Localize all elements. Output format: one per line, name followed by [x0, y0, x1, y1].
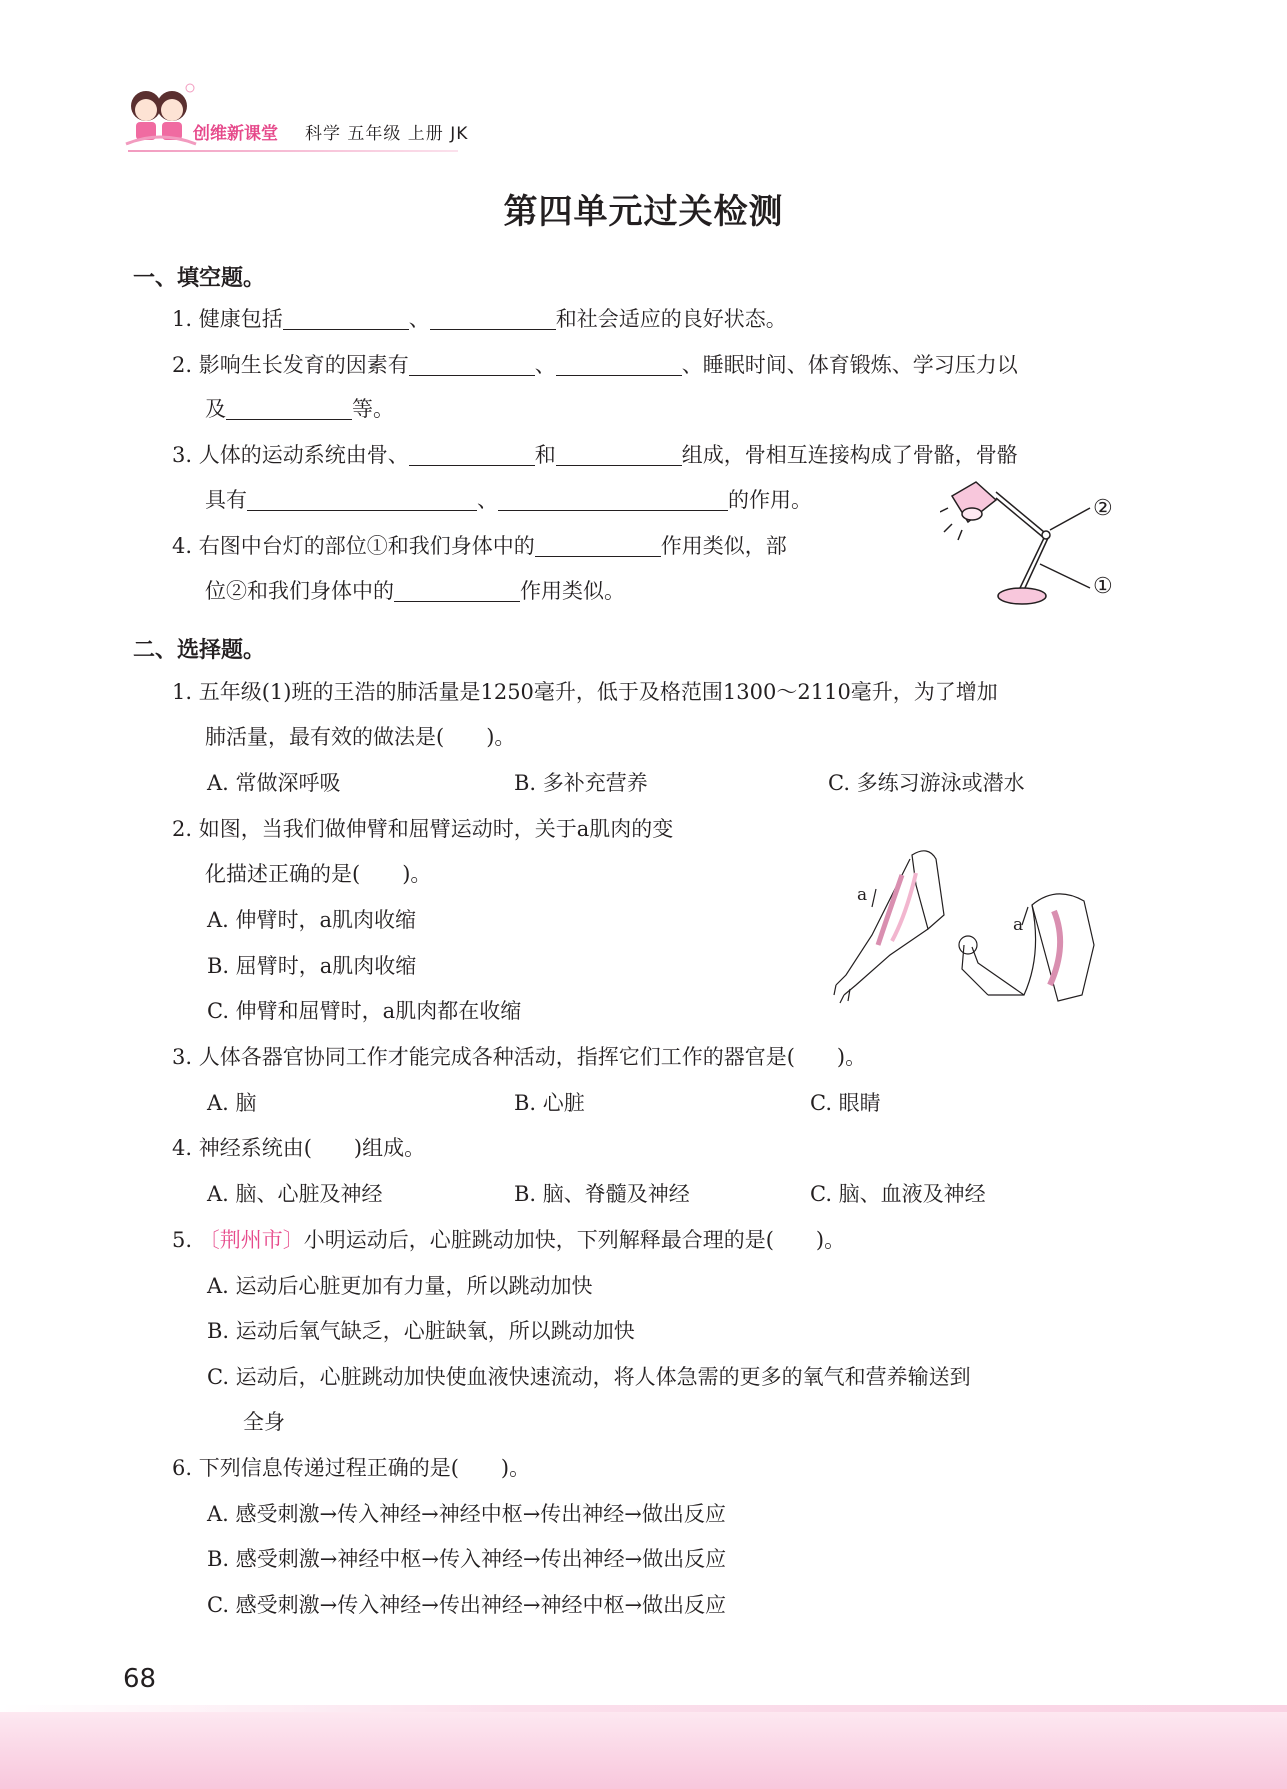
fill-question-4: 4. 右图中台灯的部位①和我们身体中的 作用类似，部 [172, 534, 787, 558]
arm-muscle-figure [832, 845, 1112, 1010]
option-a[interactable]: A. 脑、心脏及神经 [207, 1182, 383, 1206]
option-c[interactable]: C. 伸臂和屈臂时，a肌肉都在收缩 [207, 999, 522, 1023]
fill-question-1: 1. 健康包括 、 和社会适应的良好状态。 [172, 307, 787, 331]
option-c[interactable]: C. 感受刺激→传入神经→传出神经→神经中枢→做出反应 [207, 1593, 727, 1617]
option-a[interactable]: A. 常做深呼吸 [207, 771, 341, 795]
choice-question-5: 5. 〔荆州市〕小明运动后，心脏跳动加快，下列解释最合理的是( )。 [172, 1228, 846, 1252]
option-a[interactable]: A. 运动后心脏更加有力量，所以跳动加快 [207, 1274, 593, 1298]
fill-question-3: 3. 人体的运动系统由骨、 和 组成，骨相互连接构成了骨骼，骨骼 [172, 443, 1018, 467]
mascot-logo-icon [120, 80, 200, 155]
answer-blank[interactable] [409, 353, 535, 376]
answer-blank[interactable] [394, 579, 520, 602]
option-c[interactable]: C. 运动后，心脏跳动加快使血液快速流动，将人体急需的更多的氧气和营养输送到 [207, 1365, 971, 1389]
choice-question-1-cont: 肺活量，最有效的做法是( )。 [205, 725, 516, 749]
option-b[interactable]: B. 感受刺激→神经中枢→传入神经→传出神经→做出反应 [207, 1547, 727, 1571]
option-b[interactable]: B. 运动后氧气缺乏，心脏缺氧，所以跳动加快 [207, 1319, 635, 1343]
option-b[interactable]: B. 脑、脊髓及神经 [514, 1182, 690, 1206]
option-c-cont: 全身 [243, 1410, 285, 1434]
page-title: 第四单元过关检测 [503, 192, 784, 232]
choice-question-4: 4. 神经系统由( )组成。 [172, 1136, 426, 1160]
choice-question-2-cont: 化描述正确的是( )。 [205, 862, 432, 886]
fill-question-4-cont: 位②和我们身体中的 作用类似。 [205, 579, 625, 603]
answer-blank[interactable] [556, 443, 682, 466]
answer-blank[interactable] [556, 353, 682, 376]
subject-info: 科学 五年级 上册 JK [305, 124, 469, 144]
fill-question-2: 2. 影响生长发育的因素有 、 、睡眠时间、体育锻炼、学习压力以 [172, 353, 1018, 377]
option-b[interactable]: B. 多补充营养 [514, 771, 648, 795]
answer-blank[interactable] [247, 488, 477, 511]
section-heading-multiple-choice: 二、选择题。 [133, 638, 266, 663]
source-tag: 〔荆州市〕 [198, 1228, 304, 1252]
choice-question-1: 1. 五年级(1)班的王浩的肺活量是1250毫升，低于及格范围1300～2110毫升，为了增加 [172, 680, 998, 704]
option-b[interactable]: B. 屈臂时，a肌肉收缩 [207, 954, 417, 978]
fill-question-2-cont: 及 等。 [205, 397, 394, 421]
section-heading-fill-blank: 一、填空题。 [133, 266, 266, 291]
option-a[interactable]: A. 感受刺激→传入神经→神经中枢→传出神经→做出反应 [207, 1502, 726, 1526]
lamp-label-2: ② [1093, 496, 1113, 521]
fill-question-3-cont: 具有 、 的作用。 [205, 488, 812, 512]
answer-blank[interactable] [283, 307, 409, 330]
option-c[interactable]: C. 脑、血液及神经 [810, 1182, 986, 1206]
option-a[interactable]: A. 伸臂时，a肌肉收缩 [207, 908, 417, 932]
answer-blank[interactable] [430, 307, 556, 330]
option-c[interactable]: C. 眼睛 [810, 1091, 881, 1115]
header-divider [128, 150, 458, 152]
muscle-label-a-extended: a [857, 885, 868, 905]
page-number: 68 [123, 1664, 157, 1694]
answer-blank[interactable] [409, 443, 535, 466]
lamp-label-1: ① [1093, 574, 1113, 599]
answer-blank[interactable] [498, 488, 728, 511]
option-c[interactable]: C. 多练习游泳或潜水 [828, 771, 1025, 795]
choice-question-3: 3. 人体各器官协同工作才能完成各种活动，指挥它们工作的器官是( )。 [172, 1045, 867, 1069]
brand-name: 创维新课堂 [193, 124, 278, 144]
option-a[interactable]: A. 脑 [207, 1091, 257, 1115]
footer-decoration [0, 1712, 1287, 1789]
choice-question-2: 2. 如图，当我们做伸臂和屈臂运动时，关于a肌肉的变 [172, 817, 674, 841]
answer-blank[interactable] [535, 534, 661, 557]
answer-blank[interactable] [226, 397, 352, 420]
choice-question-6: 6. 下列信息传递过程正确的是( )。 [172, 1456, 531, 1480]
option-b[interactable]: B. 心脏 [514, 1091, 585, 1115]
muscle-label-a-flexed: a [1013, 915, 1024, 935]
